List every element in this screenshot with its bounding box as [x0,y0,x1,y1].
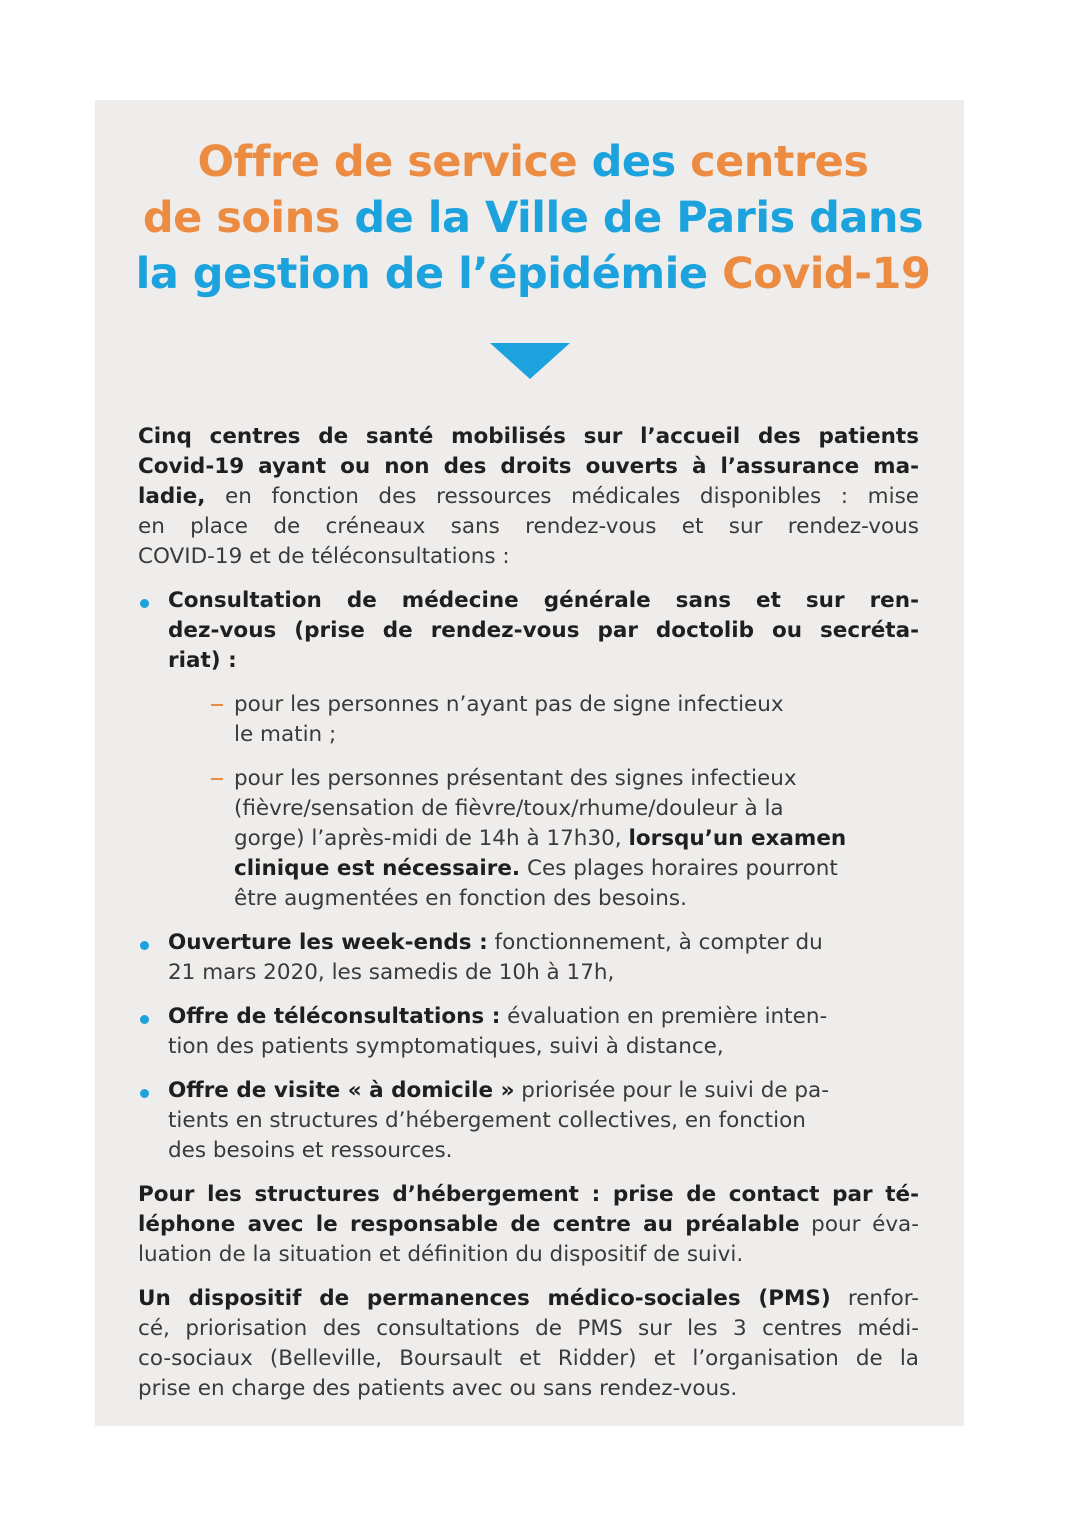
sub-item-text: Ces plages horaires pourront [520,856,838,881]
sub-item-bold: clinique est nécessaire. [234,856,521,881]
list-item-teleconsultations [138,1002,919,1062]
pms-paragraph [138,1284,919,1404]
bullet-line: tion des patients symptomatiques, suivi à distance, [168,1034,724,1059]
intro-bold: ladie, [138,484,206,509]
title-segment: centres [690,137,869,187]
bullet-line [168,1002,919,1032]
list-item-weekends [138,928,919,988]
paragraph-line: Pour les structures d’hébergement : prise de contact par té- [138,1182,919,1207]
sub-item-text: gorge) l’après-midi de 14h à 17h30, [234,826,629,851]
intro-line: COVID-19 et de téléconsultations : [138,544,510,569]
document-body [138,422,919,1418]
title-segment: de soins [142,193,355,243]
blue-dot-icon [140,599,149,608]
title-line-1 [0,134,1066,190]
title-segment: Covid-19 [722,249,931,299]
intro-line: en place de créneaux sans rendez-vous et sur rendez-vous [138,514,919,539]
bullet-line [168,1076,919,1106]
bullet-text: priorisée pour le suivi de pa- [514,1078,829,1103]
sub-item-line: le matin ; [234,722,337,747]
list-item-consultation [138,586,919,676]
paragraph-bold: léphone avec le responsable de centre au préalable [138,1212,800,1237]
sub-item-line: (fièvre/sensation de fièvre/toux/rhume/douleur à la [234,796,784,821]
intro-line: Covid-19 ayant ou non des droits ouverts à l’assurance ma- [138,454,919,479]
structures-paragraph [138,1180,919,1270]
paragraph-line: cé, priorisation des consultations de PMS sur les 3 centres médi- [138,1316,919,1341]
paragraph-bold: Un dispositif de permanences médico-sociales (PMS) [138,1286,831,1311]
page-title [0,134,1066,302]
bullet-bold: Offre de visite « à domicile » [168,1078,515,1103]
blue-dot-icon [140,941,149,950]
intro-text: en fonction des ressources médicales disponibles : mise [205,484,919,509]
bullet-line: dez-vous (prise de rendez-vous par doctolib ou secréta- [168,618,919,643]
blue-dot-icon [140,1089,149,1098]
paragraph-line [138,1210,919,1240]
title-line-2 [0,190,1066,246]
bullet-line: riat) : [168,648,237,673]
title-segment: la gestion de l’épidémie [135,249,723,299]
paragraph-line: co-sociaux (Belleville, Boursault et Ridder) et l’organisation de la [138,1346,919,1371]
sub-item-line [234,854,919,884]
bullet-line [168,928,919,958]
bullet-text: évaluation en première inten- [500,1004,828,1029]
sub-item-morning [138,690,919,750]
intro-line: Cinq centres de santé mobilisés sur l’accueil des patients [138,424,919,449]
bullet-line: tients en structures d’hébergement collectives, en fonction [168,1108,806,1133]
paragraph-line: luation de la situation et définition du dispositif de suivi. [138,1242,744,1267]
sub-item-line [234,824,919,854]
list-item-home-visit [138,1076,919,1166]
title-segment: Offre de service [197,137,592,187]
title-segment: des [591,137,691,187]
orange-dash-icon [211,704,223,706]
orange-dash-icon [211,778,223,780]
title-segment: de la Ville de Paris dans [354,193,924,243]
sub-item-line: pour les personnes n’ayant pas de signe infectieux [234,692,784,717]
sub-item-line: pour les personnes présentant des signes infectieux [234,766,797,791]
intro-paragraph [138,422,919,572]
bullet-bold: Ouverture les week-ends : [168,930,488,955]
paragraph-line [138,1284,919,1314]
paragraph-line: prise en charge des patients avec ou sans rendez-vous. [138,1376,738,1401]
bullet-line: 21 mars 2020, les samedis de 10h à 17h, [168,960,615,985]
down-triangle-icon [490,343,570,379]
paragraph-text: renfor- [830,1286,919,1311]
bullet-text: fonctionnement, à compter du [487,930,823,955]
blue-dot-icon [140,1015,149,1024]
paragraph-text: pour éva- [799,1212,919,1237]
bullet-line: Consultation de médecine générale sans et sur ren- [168,588,919,613]
intro-line [138,482,919,512]
sub-item-line: être augmentées en fonction des besoins. [234,886,687,911]
sub-item-afternoon [138,764,919,914]
bullet-line: des besoins et ressources. [168,1138,453,1163]
title-line-3 [0,246,1066,302]
bullet-bold: Offre de téléconsultations : [168,1004,501,1029]
sub-item-bold: lorsqu’un examen [628,826,847,851]
